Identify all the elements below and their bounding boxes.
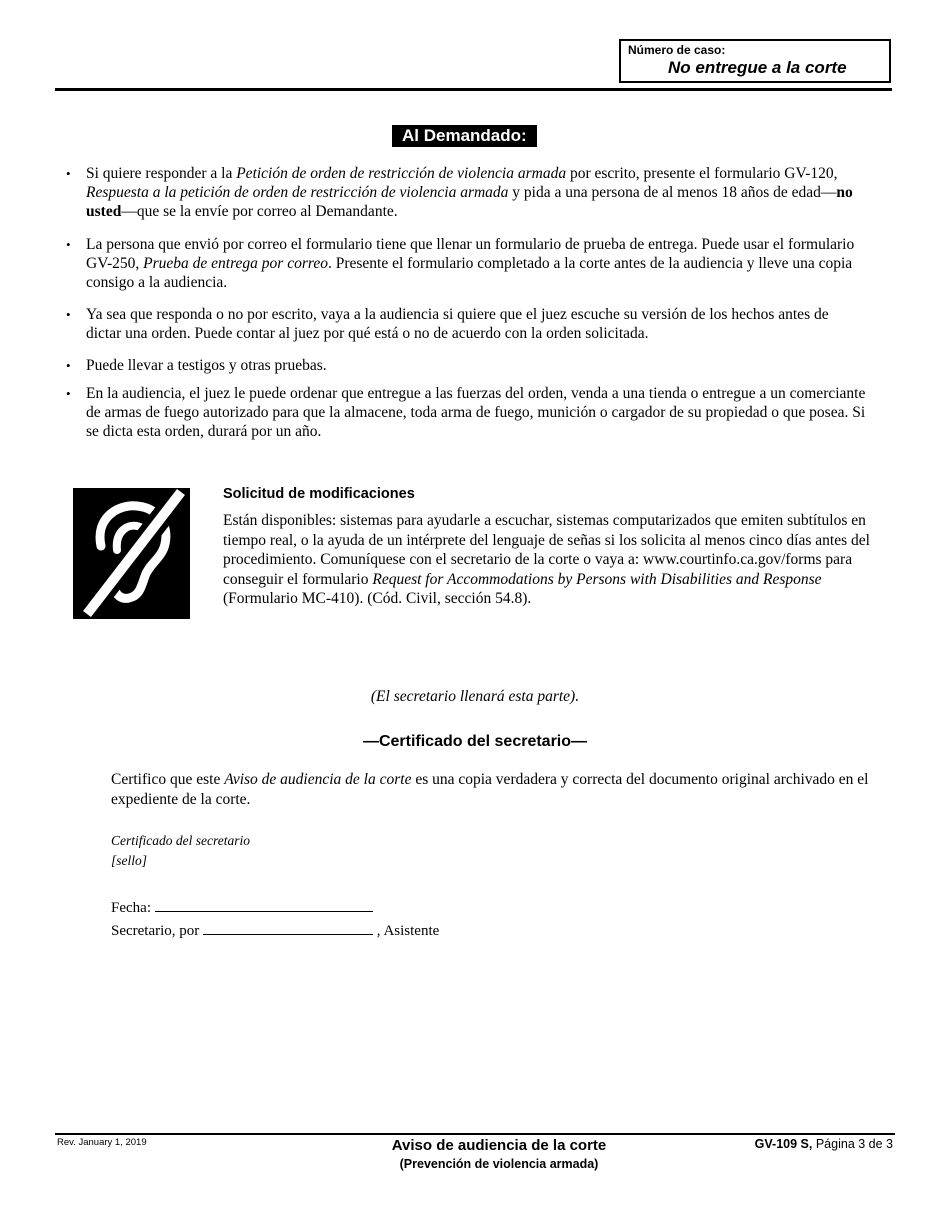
form-title: Prueba de entrega por correo [143,255,328,272]
clerk-signature-row [111,920,439,940]
bullet-dot: • [66,386,71,401]
clerk-certificate-title: —Certificado del secretario— [362,733,588,750]
form-id: GV-109 S, [754,1137,813,1151]
text: por escrito, presente el formulario GV-120, [566,165,838,182]
seal-label: [sello] [111,853,148,868]
clerk-note: (El secretario llenará esta parte). [370,688,580,705]
text: . Presente el formulario completado a la corte antes de la audiencia y lleve una copia consigo a la audiencia. [86,255,853,291]
emphasis: no usted [86,184,853,220]
date-label: Fecha: [111,900,151,916]
text: Si quiere responder a la [86,165,237,182]
text: Están disponibles: sistemas para ayudarle a escuchar, sistemas computarizados que emiten subtítulos en tiempo real, o la ayuda de un intérprete del lenguaje de señas si los solicita al menos cinco días antes del procedimiento. Comuníquese con el secretario de la corte o vaya a: www.courtinfo.ca.gov/forms para conseguir el formulario [223,512,870,588]
list-item [66,164,866,221]
section-title: Al Demandado: [392,125,537,147]
case-number-box [619,39,891,83]
text: La persona que envió por correo el formulario tiene que llenar un formulario de prueba de entrega. Puede usar el formulario GV-250, [86,236,855,272]
bullet-dot: • [66,358,71,373]
text: En la audiencia, el juez le puede ordenar que entregue a las fuerzas del orden, venda a una tienda o entregue a un comerciante de armas de fuego autorizado para que la almacene, toda arma de fuego, munición o cargador de su propiedad o que posea. Si se dicta esta orden, durará por un año. [86,385,866,440]
text: Certifico que este [111,771,225,788]
text: y pida a una persona de al menos 18 años de edad— [508,184,837,201]
form-title: Respuesta a la petición de orden de restricción de violencia armada [86,184,509,201]
list-item [66,356,866,375]
footer-divider [55,1133,895,1135]
page-number: Página 3 de 3 [815,1137,893,1151]
text: (Formulario MC-410). (Cód. Civil, sección 54.8). [223,590,532,607]
bullet-dot: • [66,307,71,322]
hearing-assistance-icon [73,488,190,619]
date-field[interactable] [155,897,373,912]
accommodations-title: Solicitud de modificaciones [223,486,415,502]
form-title: Aviso de audiencia de la corte [224,771,412,788]
instruction-list [66,164,866,453]
revision-date: Rev. January 1, 2019 [57,1137,147,1148]
clerk-signature-field[interactable] [203,920,373,935]
form-page-indicator [755,1137,893,1151]
list-item [66,305,866,343]
certificate-label: Certificado del secretario [111,833,250,848]
bullet-dot: • [66,166,71,181]
form-title: Request for Accommodations by Persons with Disabilities and Response [372,570,822,588]
text: Puede llevar a testigos y otras pruebas. [86,357,327,374]
bullet-dot: • [66,237,71,252]
date-row [111,897,373,917]
list-item [66,235,866,292]
case-number-label: Número de caso: [628,43,726,57]
footer-subtitle: (Prevención de violencia armada) [399,1157,599,1171]
text: Ya sea que responda o no por escrito, vaya a la audiencia si quiere que el juez escuche su versión de los hechos antes de dictar una orden. Puede contar al juez por qué está o no de acuerdo con la orden solicitada. [86,306,829,342]
text: —que se la envíe por correo al Demandante. [121,203,398,220]
list-item [66,384,866,441]
case-number-value: No entregue a la corte [668,58,847,77]
text: es una copia verdadera y correcta del documento original archivado en el expediente de la corte. [111,771,869,808]
footer-title: Aviso de audiencia de la corte [391,1137,607,1154]
form-title: Petición de orden de restricción de violencia armada [236,165,567,182]
assistant-label: , Asistente [376,923,440,939]
clerk-certificate-text [111,770,871,810]
clerk-label: Secretario, por [111,923,200,939]
accommodations-text [223,511,898,609]
header-divider [55,88,892,91]
